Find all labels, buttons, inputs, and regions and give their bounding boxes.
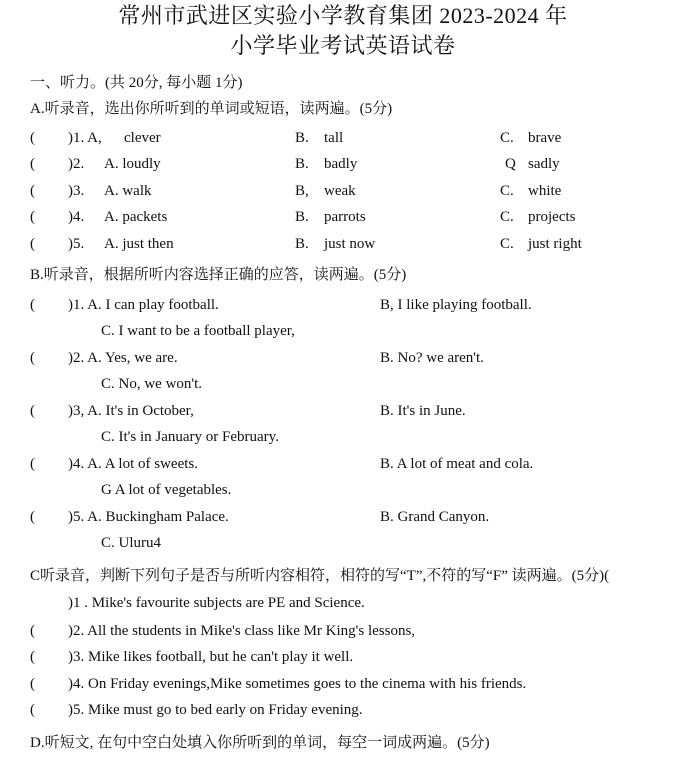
answer-blank[interactable]: ( — [30, 236, 35, 252]
option-b: B, I like playing football. — [380, 297, 532, 313]
answer-blank[interactable]: ( — [30, 130, 35, 146]
section-d-heading: D.听短文, 在句中空白处填入你所听到的单词，每空一词成两遍。(5分) — [30, 735, 490, 751]
option-c-label: Q — [505, 156, 516, 172]
answer-blank[interactable]: ( — [30, 209, 35, 225]
option-b: B. It's in June. — [380, 403, 466, 419]
section-b-heading: B.听录音，根据所听内容选择正确的应答，读两遍。(5分) — [30, 267, 407, 283]
option-a: )2. A. Yes, we are. — [68, 350, 178, 366]
option-b-label: B. — [295, 156, 309, 172]
option-a: )5. A. Buckingham Palace. — [68, 509, 229, 525]
statement: )1 . Mike's favourite subjects are PE and Science. — [68, 595, 365, 611]
question-number: )5. — [68, 236, 85, 252]
option-c-label: C. — [500, 236, 514, 252]
option-b: B. No? we aren't. — [380, 350, 484, 366]
option-b-label: B, — [295, 183, 309, 199]
option-b-label: B. — [295, 130, 309, 146]
exam-title-line1: 常州市武进区实验小学教育集团 2023-2024 年 — [118, 3, 568, 28]
option-c-label: C. — [500, 130, 514, 146]
answer-blank[interactable]: ( — [30, 623, 35, 639]
statement: )3. Mike likes football, but he can't play it well. — [68, 649, 354, 665]
answer-blank[interactable]: ( — [30, 456, 35, 472]
option-b: weak — [324, 183, 356, 199]
option-a: A. packets — [104, 209, 168, 225]
option-a: clever — [124, 130, 161, 146]
option-c: C. Uluru4 — [101, 535, 161, 551]
option-c: projects — [528, 209, 576, 225]
option-c: white — [528, 183, 562, 199]
option-c: G A lot of vegetables. — [101, 482, 232, 498]
option-c: brave — [528, 130, 562, 146]
option-c-label: C. — [500, 183, 514, 199]
answer-blank[interactable]: ( — [30, 649, 35, 665]
section-c-heading: C听录音，判断下列句子是否与所听内容相符，相符的写“T”,不符的写“F” 读两遍。(5分)( — [30, 568, 610, 584]
listening-part-heading: 一、听力。(共 20分, 每小题 1分) — [30, 75, 243, 91]
option-c: C. I want to be a football player, — [101, 323, 295, 339]
answer-blank[interactable]: ( — [30, 676, 35, 692]
answer-blank[interactable]: ( — [30, 702, 35, 718]
answer-blank[interactable]: ( — [30, 509, 35, 525]
option-b: tall — [324, 130, 344, 146]
option-c-label: C. — [500, 209, 514, 225]
option-b: parrots — [324, 209, 366, 225]
statement: )5. Mike must go to bed early on Friday evening. — [68, 702, 363, 718]
answer-blank[interactable]: ( — [30, 183, 35, 199]
option-a: A. walk — [104, 183, 152, 199]
question-number: )4. — [68, 209, 85, 225]
option-a: A. just then — [104, 236, 174, 252]
statement: )4. On Friday evenings,Mike sometimes goes to the cinema with his friends. — [68, 676, 527, 692]
question-number: )3. — [68, 183, 85, 199]
statement: )2. All the students in Mike's class like Mr King's lessons, — [68, 623, 416, 639]
option-b-label: B. — [295, 209, 309, 225]
answer-blank[interactable]: ( — [30, 403, 35, 419]
option-a: A. loudly — [104, 156, 161, 172]
option-b: badly — [324, 156, 358, 172]
answer-blank[interactable]: ( — [30, 350, 35, 366]
option-b: B. Grand Canyon. — [380, 509, 490, 525]
answer-blank[interactable]: ( — [30, 297, 35, 313]
section-a-heading: A.听录音，选出你所听到的单词或短语，读两遍。(5分) — [30, 101, 393, 117]
option-b: just now — [324, 236, 376, 252]
question-number: )2. — [68, 156, 85, 172]
question-number: )1. A, — [68, 130, 102, 146]
exam-title-line2: 小学毕业考试英语试卷 — [230, 33, 456, 58]
option-c: just right — [528, 236, 582, 252]
option-b: B. A lot of meat and cola. — [380, 456, 534, 472]
option-b-label: B. — [295, 236, 309, 252]
answer-blank[interactable]: ( — [30, 156, 35, 172]
option-a: )1. A. I can play football. — [68, 297, 219, 313]
option-c: C. No, we won't. — [101, 376, 203, 392]
option-c: C. It's in January or February. — [101, 429, 279, 445]
option-c: sadly — [528, 156, 560, 172]
option-a: )4. A. A lot of sweets. — [68, 456, 198, 472]
option-a: )3, A. It's in October, — [68, 403, 194, 419]
